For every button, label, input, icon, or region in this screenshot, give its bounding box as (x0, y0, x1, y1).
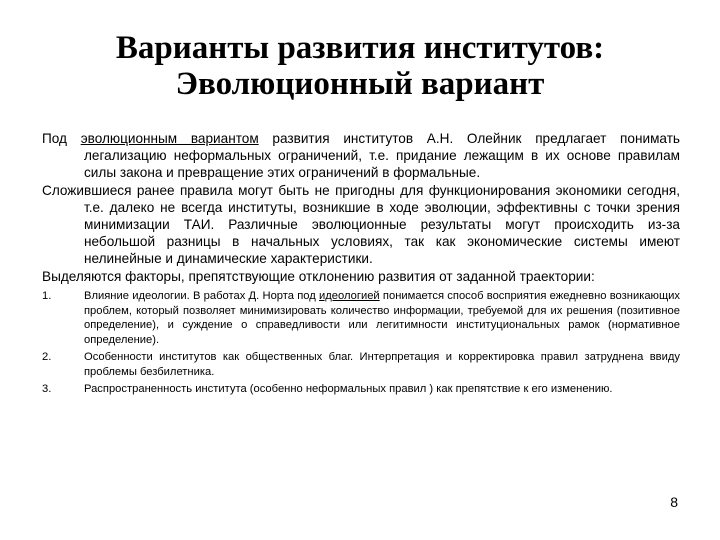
list-item-number: 1. (42, 289, 52, 302)
list-item-text (84, 289, 680, 348)
page-number: 8 (670, 494, 678, 510)
list-item (42, 382, 680, 397)
p1-underlined-term: эволюционным вариантом (80, 131, 259, 146)
title-line-1: Варианты развития институтов: (115, 30, 605, 66)
title-line-2: Эволюционный вариант (175, 66, 545, 102)
item-1-underlined-term: идеологией (319, 289, 380, 302)
list-item-text: Особенности институтов как общественных благ. Интерпретация и корректировка правил затруднена ввиду проблемы безбилетника. (84, 351, 680, 378)
list-item-number: 3. (42, 382, 52, 395)
paragraph-previous-rules: Сложившиеся ранее правила могут быть не пригодны для функционирования экономики сегодня, т.е. далеко не всегда институты, возникшие в ходе эволюции, эффективны с точки зрения минимизации ТАИ. Различные эволюционные результаты могут происходить из-за небольшой разницы в начальных условиях, так как экономические системы имеют нелинейные и динамические характеристики. (42, 182, 680, 267)
p1-rest: развития институтов А.Н. Олейник предлагает понимать легализацию неформальных ограничений, т.е. придание лежащим в их основе правилам силы закона и превращение этих ограничений в формальные. (84, 131, 680, 181)
item-1-lead: Влияние идеологии. В работах Д. Норта под (84, 289, 320, 302)
list-item-number: 2. (42, 351, 52, 364)
slide-body (42, 130, 680, 398)
item-1-rest: понимается способ восприятия ежедневно возникающих проблем, который позволяет минимизировать количество информации, требуемой для их решения (позитивное определение), и суждение о справедливости или легитимности институциональных рамок (нормативное определение). (84, 289, 680, 347)
list-item (42, 289, 680, 348)
paragraph-factors-intro: Выделяются факторы, препятствующие отклонению развития от заданной траектории: (42, 268, 595, 284)
list-item (42, 350, 680, 380)
p1-lead: Под (42, 131, 81, 146)
paragraph-evolutionary-variant (42, 130, 680, 182)
list-item-text: Распространенность института (особенно неформальных правил ) как препятствие к его изменению. (84, 382, 613, 395)
slide-title (40, 30, 680, 102)
factors-list (42, 289, 680, 397)
